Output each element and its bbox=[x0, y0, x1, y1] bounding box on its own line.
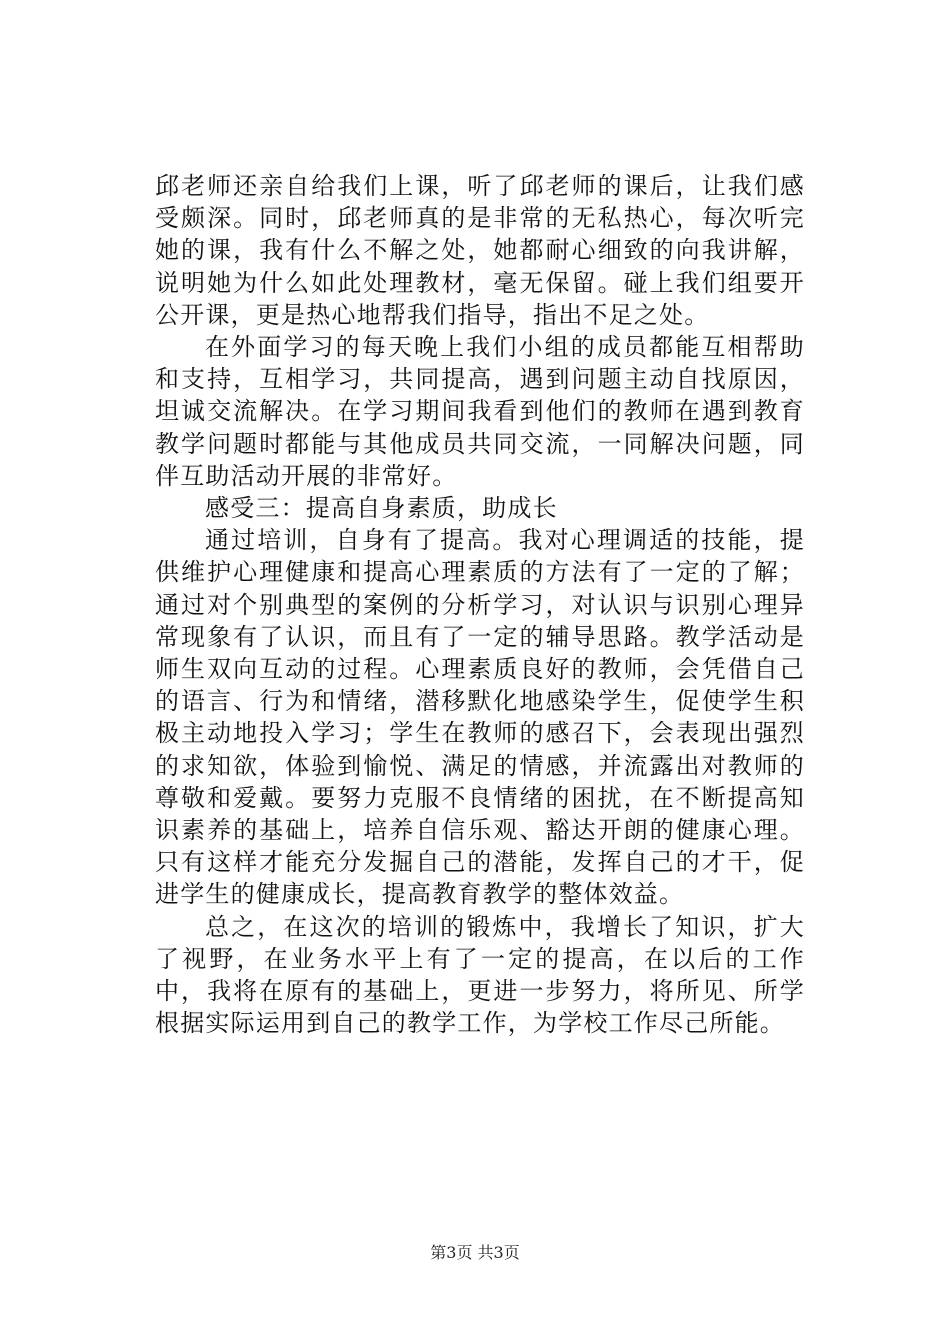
section-heading-feeling-three: 感受三：提高自身素质，助成长 bbox=[205, 494, 558, 523]
paragraph-continuation: 邱老师还亲自给我们上课，听了邱老师的课后，让我们感受颇深。同时，邱老师真的是非常的无私热心，每次听完她的课，我有什么不解之处，她都耐心细致的向我讲解，说明她为什么如此处理教材，毫无保留。碰上我们组要开公开课，更是热心地帮我们指导，指出不足之处。 bbox=[155, 172, 805, 329]
paragraph-training-improvement: 通过培训，自身有了提高。我对心理调适的技能，提供维护心理健康和提高心理素质的方法有了一定的了解；通过对个别典型的案例的分析学习，对认识与识别心理异常现象有了认识，而且有了一定的辅导思路。教学活动是师生双向互动的过程。心理素质良好的教师，会凭借自己的语言、行为和情绪，潜移默化地感染学生，促使学生积极主动地投入学习；学生在教师的感召下，会表现出强烈的求知欲，体验到愉悦、满足的情感，并流露出对教师的尊敬和爱戴。要努力克服不良情绪的困扰，在不断提高知识素养的基础上，培养自信乐观、豁达开朗的健康心理。只有这样才能充分发掘自己的潜能，发挥自己的才干，促进学生的健康成长，提高教育教学的整体效益。 bbox=[155, 526, 805, 909]
paragraph-conclusion: 总之，在这次的培训的锻炼中，我增长了知识，扩大了视野，在业务水平上有了一定的提高，在以后的工作中，我将在原有的基础上，更进一步努力，将所见、所学根据实际运用到自己的教学工作，为学校工作尽己所能。 bbox=[155, 912, 805, 1038]
page-footer: 第3页 共3页 bbox=[430, 1243, 520, 1262]
paragraph-group-learning: 在外面学习的每天晚上我们小组的成员都能互相帮助和支持，互相学习，共同提高，遇到问题主动自找原因，坦诚交流解决。在学习期间我看到他们的教师在遇到教育教学问题时都能与其他成员共同交流，一同解决问题，同伴互助活动开展的非常好。 bbox=[155, 333, 805, 490]
document-body bbox=[155, 170, 805, 1039]
